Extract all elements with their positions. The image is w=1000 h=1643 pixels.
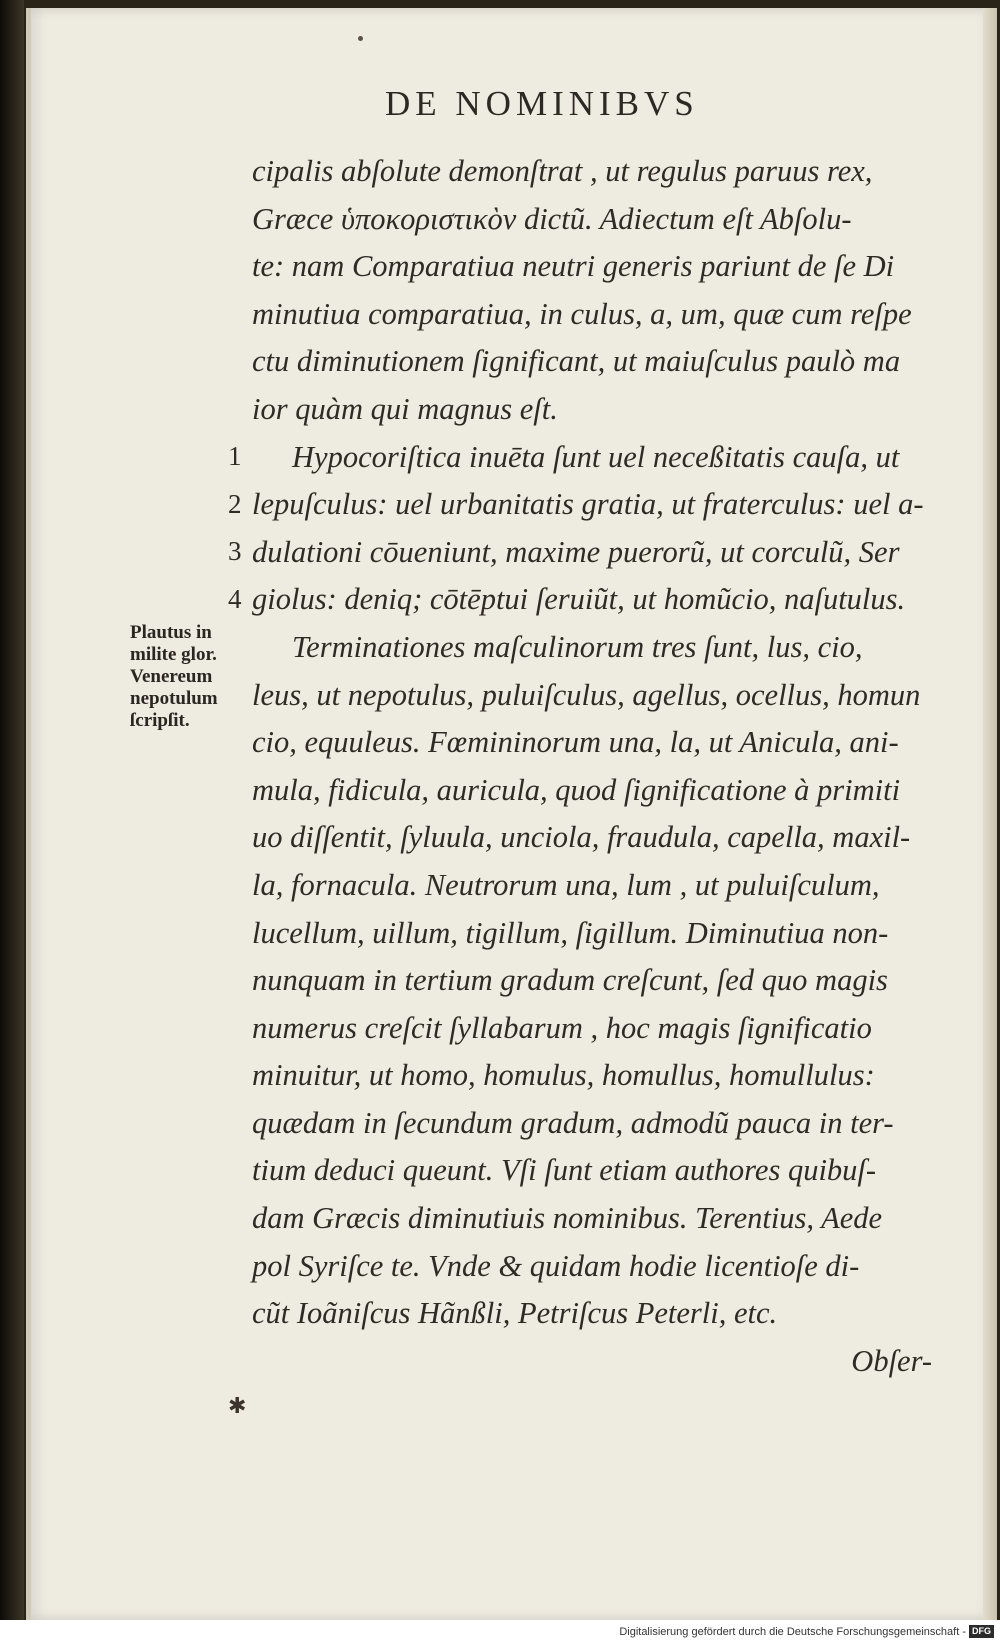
catchword: Obſer- <box>851 1343 932 1378</box>
line-number: 1 <box>228 441 242 471</box>
text-line: giolus: deniq; cōtēptui ſeruiũt, ut homũcio, naſutulus. <box>252 582 906 617</box>
text-line: ior quàm qui magnus eſt. <box>252 391 558 426</box>
text-line: quædam in ſecundum gradum, admodũ pauca in ter- <box>252 1105 894 1140</box>
text-line: mula, fidicula, auricula, quod ſignificatione à primiti <box>252 772 901 807</box>
binding-shadow <box>0 0 24 1643</box>
line-number: 2 <box>228 488 242 519</box>
text-line: la, fornacula. Neutrorum una, lum , ut puluiſculum, <box>252 867 880 902</box>
line-number: 3 <box>228 536 242 567</box>
text-line: dulationi cōueniunt, maxime puerorũ, ut corculũ, Ser <box>252 534 900 569</box>
text-line: cipalis abſolute demonſtrat , ut regulus paruus rex, <box>252 154 873 188</box>
running-header: DE NOMINIBVS <box>385 84 699 123</box>
line-numbers <box>228 433 242 623</box>
text-line: numerus creſcit ſyllabarum , hoc magis ſignificatio <box>252 1010 872 1045</box>
text-line: lepuſculus: uel urbanitatis gratia, ut fraterculus: uel a- <box>252 487 924 522</box>
dfg-logo-icon: DFG <box>969 1625 994 1638</box>
marginal-note-line: Plautus in <box>130 622 212 643</box>
text-line: leus, ut nepotulus, puluiſculus, agellus, ocellus, homun <box>252 677 921 712</box>
text-line: nunquam in tertium gradum creſcunt, ſed quo magis <box>252 963 888 998</box>
page-edge <box>983 8 997 1620</box>
marginal-note-line: nepotulum <box>130 688 218 709</box>
text-line: cio, equuleus. Fœmininorum una, la, ut Anicula, ani- <box>252 725 899 760</box>
text-line: Terminationes maſculinorum tres ſunt, lus, cio, <box>292 629 863 664</box>
text-line: lucellum, uillum, tigillum, ſigillum. Diminutiua non- <box>252 915 889 950</box>
text-line: minuitur, ut homo, homulus, homullus, homullulus: <box>252 1058 875 1093</box>
text-line: cũt Ioãniſcus Hãnßli, Petriſcus Peterli, etc. <box>252 1296 778 1331</box>
text-line: te: nam Comparatiua neutri generis pariunt de ſe Di <box>252 249 895 284</box>
text-line: tium deduci queunt. Vſi ſunt etiam authores quibuſ- <box>252 1153 877 1188</box>
ink-mark-icon: ✱ <box>228 1393 247 1418</box>
text-line: uo diſſentit, ſyluula, unciola, fraudula, capella, maxil- <box>252 820 911 855</box>
text-line: pol Syriſce te. Vnde & quidam hodie licentioſe di- <box>252 1248 860 1283</box>
ink-speck <box>358 36 363 41</box>
text-line: Græce ὑποκοριστικὸν dictũ. Adiectum eſt Abſolu- <box>252 201 852 236</box>
body-text <box>252 148 932 1385</box>
marginal-note-line: ſcripſit. <box>130 710 190 731</box>
digitization-credit: Digitalisierung gefördert durch die Deutsche Forschungsgemeinschaft - <box>619 1626 966 1638</box>
marginal-note-line: milite glor. <box>130 644 217 665</box>
text-line: Hypocoriſtica inuēta ſunt uel neceßitatis cauſa, ut <box>292 439 900 474</box>
line-number: 4 <box>228 583 242 614</box>
text-line: ctu diminutionem ſignificant, ut maiuſculus paulò ma <box>252 344 901 379</box>
text-line: minutiua comparatiua, in culus, a, um, quæ cum reſpe <box>252 296 912 331</box>
marginal-note-line: Venereum <box>130 666 213 687</box>
marginal-note <box>130 622 248 732</box>
text-line: dam Græcis diminutiuis nominibus. Terentius, Aede <box>252 1201 883 1236</box>
